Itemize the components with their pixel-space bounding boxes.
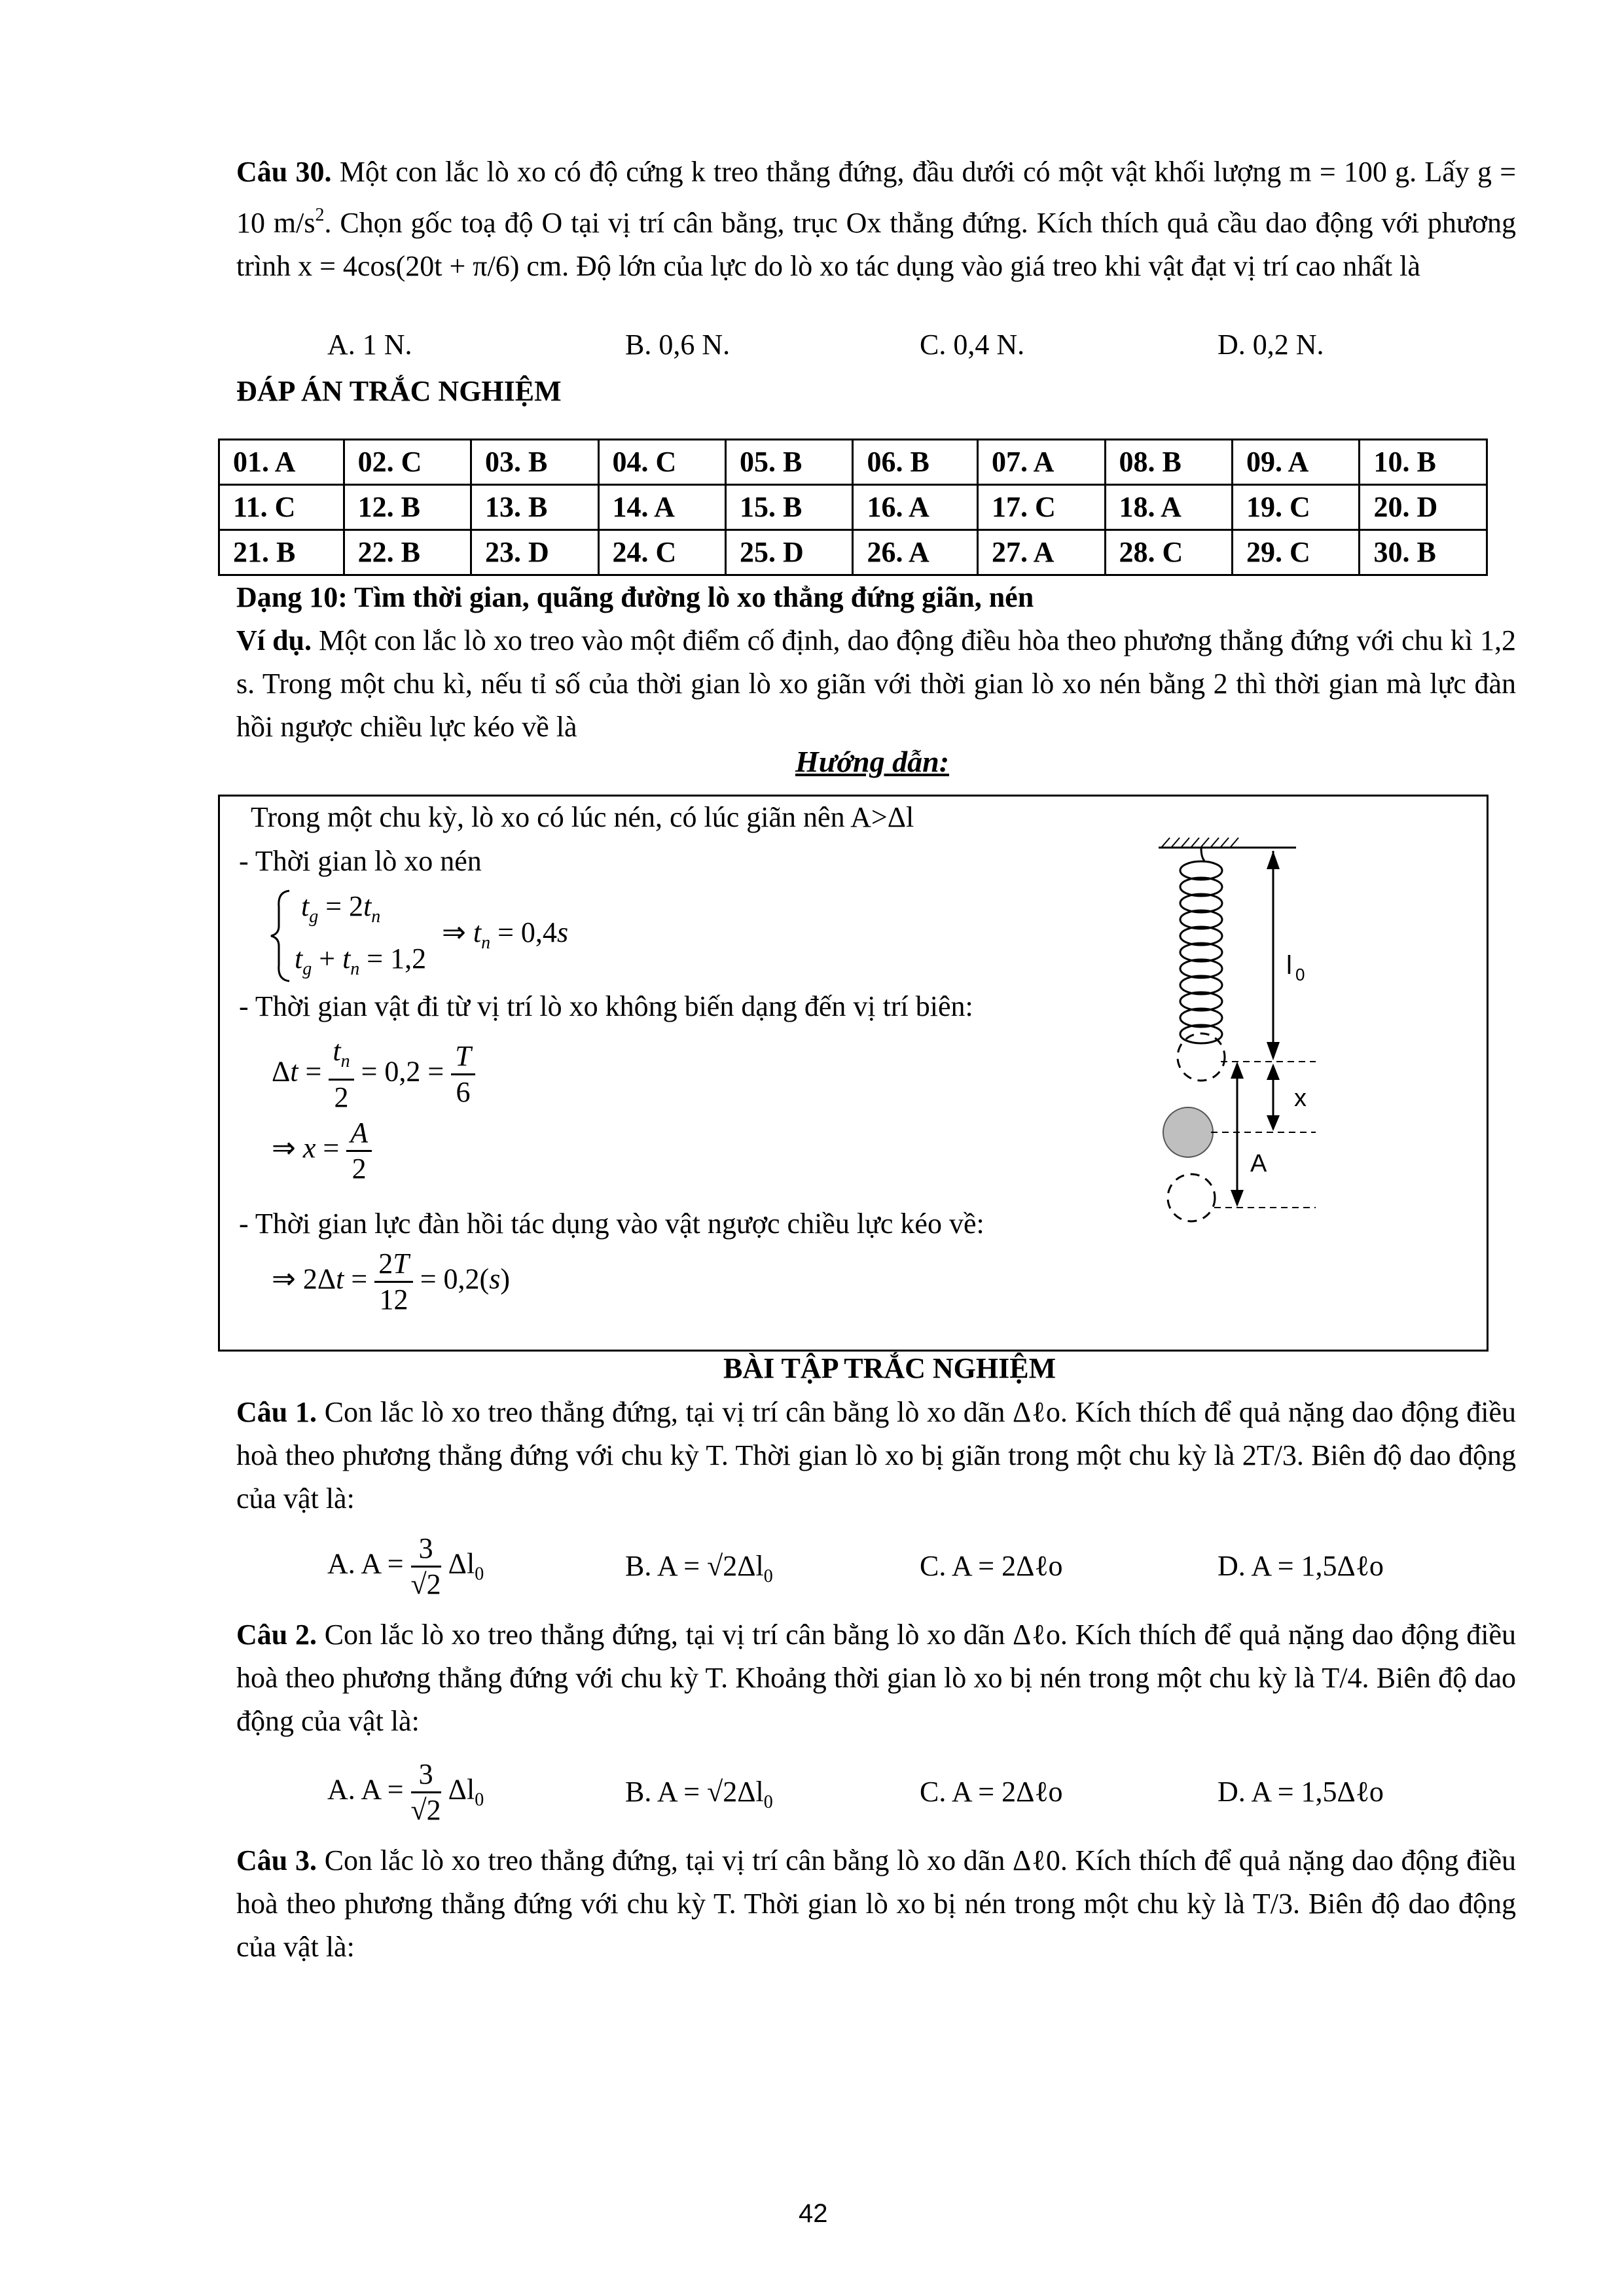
option-d: D. 0,2 N. [1218, 329, 1324, 361]
option-c: C. 0,4 N. [920, 329, 1025, 361]
guide-title: Hướng dẫn: [795, 745, 950, 778]
answer-row [219, 530, 1487, 575]
spring-diagram [1139, 831, 1362, 1250]
answer-cell: 20. D [1360, 485, 1487, 530]
answer-cell: 02. C [344, 440, 471, 485]
question-1 [236, 1391, 1516, 1520]
answer-cell: 13. B [471, 485, 598, 530]
question-text: Một con lắc lò xo có độ cứng k treo thẳng đứng, đầu dưới có một vật khối lượng m = 100 g. Lấy g = 10 m/s [236, 156, 1517, 239]
guide-line-3: - Thời gian vật đi từ vị trí lò xo không biến dạng đến vị trí biên: [239, 990, 973, 1022]
question-label: Câu 30. [236, 156, 332, 188]
eq-final: ⇒ 2Δt = $\frac{2T}{12}$ = 0,2(s) [272, 1247, 510, 1316]
answer-cell: 30. B [1360, 530, 1487, 575]
page-number: 42 [799, 2199, 828, 2228]
answer-cell: 09. A [1232, 440, 1359, 485]
answer-cell: 07. A [978, 440, 1105, 485]
answer-cell: 06. B [853, 440, 978, 485]
option-a: A. 1 N. [327, 329, 412, 361]
answer-cell: 03. B [471, 440, 598, 485]
answer-cell: 04. C [598, 440, 725, 485]
dashed-position-icon-lower [1168, 1174, 1215, 1221]
answer-cell: 21. B [219, 530, 344, 575]
answer-key-table [218, 439, 1488, 576]
answer-cell: 17. C [978, 485, 1105, 530]
guide-line-2: - Thời gian lò xo nén [239, 845, 482, 877]
answer-cell: 10. B [1360, 440, 1487, 485]
answer-cell: 12. B [344, 485, 471, 530]
answer-row [219, 485, 1487, 530]
option-a: A. A = $\frac{3}{√2}$ $\Delta l_0$ [327, 1532, 484, 1600]
answer-cell: 25. D [725, 530, 852, 575]
answer-cell: 22. B [344, 530, 471, 575]
question-label: Câu 3. [236, 1844, 317, 1876]
answer-cell: 24. C [598, 530, 725, 575]
exercises-title: BÀI TẬP TRẮC NGHIỆM [723, 1352, 1056, 1384]
eq-sys-1: $t_g = 2t_n$ [301, 890, 381, 927]
example-label: Ví dụ. [236, 624, 312, 656]
q1-options [327, 1532, 1506, 1600]
option-d: D. A = 1,5Δℓo [1218, 1776, 1384, 1808]
question-text-continued: . Chọn gốc toạ độ O tại vị trí cân bằng, trục Ox thẳng đứng. Kích thích quả cầu dao động với phương trình x = 4cos(20t + π/6) cm. Độ lớn của lực do lò xo tác dụng vào giá treo khi vật đạt vị trí cao nhất là [236, 207, 1516, 282]
question-text: Con lắc lò xo treo thẳng đứng, tại vị trí cân bằng lò xo dãn Δℓo. Kích thích để quả nặng dao động điều hoà theo phương thẳng đứng với chu kỳ T. Khoảng thời gian lò xo bị nén trong một chu kỳ là T/4. Biên độ dao động của vật là: [236, 1619, 1517, 1737]
guide-line-1: Trong một chu kỳ, lò xo có lúc nén, có lúc giãn nên A>Δl [251, 801, 914, 833]
eq-sys-2: $t_g + t_n = 1,2$ [295, 942, 427, 979]
q30-options [327, 323, 1506, 367]
question-text: Con lắc lò xo treo thẳng đứng, tại vị trí cân bằng lò xo dãn Δℓo. Kích thích để quả nặng dao động điều hoà theo phương thẳng đứng với chu kỳ T. Thời gian lò xo bị giãn trong một chu kỳ là 2T/3. Biên độ dao động của vật là: [236, 1396, 1517, 1515]
question-3 [236, 1839, 1516, 1969]
answer-key-title: ĐÁP ÁN TRẮC NGHIỆM [236, 375, 562, 407]
question-30 [236, 151, 1516, 288]
spring-icon [1180, 861, 1222, 1043]
label-x: x [1294, 1085, 1307, 1112]
ball-icon [1163, 1107, 1213, 1157]
equation-system [268, 887, 635, 985]
answer-cell: 19. C [1232, 485, 1359, 530]
answer-cell: 29. C [1232, 530, 1359, 575]
option-c: C. A = 2Δℓo [920, 1550, 1063, 1582]
answer-cell: 08. B [1105, 440, 1232, 485]
answer-cell: 23. D [471, 530, 598, 575]
answer-cell: 16. A [853, 485, 978, 530]
q2-options [327, 1758, 1506, 1826]
answer-cell: 26. A [853, 530, 978, 575]
question-text: Con lắc lò xo treo thẳng đứng, tại vị trí cân bằng lò xo dãn Δℓ0. Kích thích để quả nặng dao động điều hoà theo phương thẳng đứng với chu kỳ T. Thời gian lò xo bị nén trong một chu kỳ là T/3. Biên độ dao động của vật là: [236, 1844, 1517, 1963]
example [236, 619, 1516, 749]
answer-cell: 27. A [978, 530, 1105, 575]
option-a: A. A = $\frac{3}{√2}$ $\Delta l_0$ [327, 1758, 484, 1826]
answer-cell: 28. C [1105, 530, 1232, 575]
answer-row [219, 440, 1487, 485]
label-a: A [1250, 1150, 1267, 1177]
option-b: B. $A = √2\Delta l_0$ [625, 1776, 773, 1812]
section-title: Dạng 10: Tìm thời gian, quãng đường lò xo thẳng đứng giãn, nén [236, 581, 1034, 613]
superscript: 2 [315, 205, 325, 225]
eq-tn: ⇒ $t_n = 0,4s$ [442, 916, 569, 953]
guide-line-4: - Thời gian lực đàn hồi tác dụng vào vật ngược chiều lực kéo về: [239, 1208, 984, 1240]
question-2 [236, 1613, 1516, 1743]
answer-cell: 01. A [219, 440, 344, 485]
eq-dt: Δt = $\frac{t_n}{2}$ = 0,2 = $\frac{T}{6}$ [272, 1034, 475, 1115]
option-c: C. A = 2Δℓo [920, 1776, 1063, 1808]
question-label: Câu 2. [236, 1619, 317, 1651]
answer-cell: 15. B [725, 485, 852, 530]
answer-cell: 18. A [1105, 485, 1232, 530]
option-b: B. 0,6 N. [625, 329, 731, 361]
label-l0: l [1286, 951, 1292, 980]
eq-x: ⇒ x = $\frac{A}{2}$ [272, 1116, 372, 1186]
brace-icon [268, 887, 295, 985]
answer-cell: 14. A [598, 485, 725, 530]
option-d: D. A = 1,5Δℓo [1218, 1550, 1384, 1582]
answer-cell: 05. B [725, 440, 852, 485]
example-text: Một con lắc lò xo treo vào một điểm cố định, dao động điều hòa theo phương thẳng đứng với chu kì 1,2 s. Trong một chu kì, nếu tỉ số của thời gian lò xo giãn với thời gian lò xo nén bằng 2 thì thời gian mà lực đàn hồi ngược chiều lực kéo về là [236, 624, 1517, 743]
option-b: B. $A = √2\Delta l_0$ [625, 1550, 773, 1587]
label-l0-sub: 0 [1295, 965, 1305, 984]
answer-cell: 11. C [219, 485, 344, 530]
question-label: Câu 1. [236, 1396, 317, 1428]
